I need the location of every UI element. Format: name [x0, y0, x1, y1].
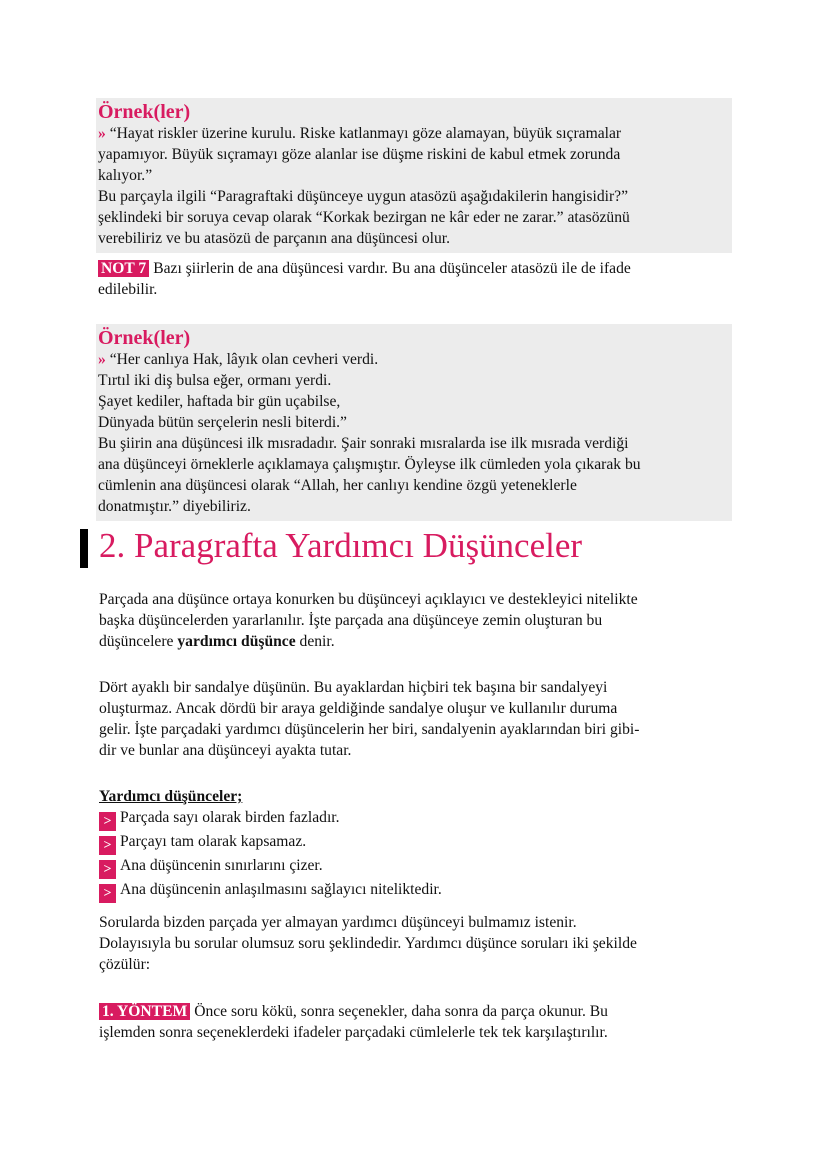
example-line: Bu parçayla ilgili “Paragraftaki düşünceye uygun atasözü aşağıdakilerin hangisidir?”	[98, 188, 628, 205]
example-line: yapamıyor. Büyük sıçramayı göze alanlar ise düşme riskini de kabul etmek zorunda	[98, 146, 621, 163]
raquo-marker: »	[98, 125, 106, 142]
note-tag: NOT 7	[98, 260, 149, 277]
example-line: Bu şiirin ana düşüncesi ilk mısradadır. Şair sonraki mısralarda ise ilk mısrada verdiği	[98, 435, 629, 452]
example-line: Dünyada bütün serçelerin nesli biterdi.”	[98, 414, 347, 431]
list-title: Yardımcı düşünceler;	[99, 788, 243, 805]
paragraph-line: Dört ayaklı bir sandalye düşünün. Bu ayaklardan hiçbiri tek başına bir sandalyeyi	[99, 679, 608, 696]
example-line: verebiliriz ve bu atasözü de parçanın ana düşüncesi olur.	[98, 230, 451, 247]
example-box-2	[96, 324, 732, 521]
method-tag: 1. YÖNTEM	[99, 1003, 190, 1020]
example-line: donatmıştır.” diyebiliriz.	[98, 498, 251, 515]
example-line: kalıyor.”	[98, 167, 153, 184]
bullet-arrow-icon: >	[99, 812, 116, 831]
paragraph-3	[99, 912, 739, 975]
list-item: > Parçada sayı olarak birden fazladır.	[99, 807, 739, 831]
example-line: Tırtıl iki diş bulsa eğer, ormanı yerdi.	[98, 372, 332, 389]
example-line: cümlenin ana düşüncesi olarak “Allah, her canlıyı kendine özgü yeteneklerle	[98, 477, 577, 494]
example-line: » “Her canlıya Hak, lâyık olan cevheri verdi.	[98, 351, 379, 368]
raquo-marker: »	[98, 351, 106, 368]
note-line: edilebilir.	[98, 281, 158, 298]
paragraph-line: çözülür:	[99, 956, 151, 973]
note-line: NOT 7 Bazı şiirlerin de ana düşüncesi vardır. Bu ana düşünceler atasözü ile de ifade	[98, 258, 738, 279]
example-title: Örnek(ler)	[98, 101, 191, 123]
method-line: işlemden sonra seçeneklerdeki ifadeler parçadaki cümlelerle tek tek karşılaştırılır.	[99, 1024, 608, 1041]
paragraph-line: Dolayısıyla bu sorular olumsuz soru şeklindedir. Yardımcı düşünce soruları iki şekilde	[99, 935, 637, 952]
example-line: ana düşünceyi örneklerle açıklamaya çalışmıştır. Öyleyse ilk cümleden yola çıkarak bu	[98, 456, 641, 473]
section-heading: 2. Paragrafta Yardımcı Düşünceler	[99, 526, 583, 565]
method-1	[99, 1001, 739, 1043]
bullet-arrow-icon: >	[99, 860, 116, 879]
heading-bar	[80, 529, 88, 568]
method-line: 1. YÖNTEM Önce soru kökü, sonra seçenekler, daha sonra da parça okunur. Bu	[99, 1001, 739, 1022]
paragraph-line: Sorularda bizden parçada yer almayan yardımcı düşünceyi bulmamız istenir.	[99, 914, 577, 931]
bold-term: yardımcı düşünce	[177, 633, 296, 650]
note-7	[98, 258, 738, 300]
list-item: > Ana düşüncenin sınırlarını çizer.	[99, 855, 739, 879]
paragraph-line: oluşturmaz. Ancak dördü bir araya geldiğinde sandalye oluşur ve kullanılır duruma	[99, 700, 618, 717]
example-line: şeklindeki bir soruya cevap olarak “Korkak bezirgan ne kâr eder ne zarar.” atasözünü	[98, 209, 630, 226]
paragraph-2	[99, 677, 739, 761]
paragraph-line: dir ve bunlar ana düşünceyi ayakta tutar.	[99, 742, 352, 759]
paragraph-line: düşüncelere yardımcı düşünce denir.	[99, 633, 335, 650]
paragraph-line: başka düşüncelerden yararlanılır. İşte parçada ana düşünceye zemin oluşturan bu	[99, 612, 603, 629]
example-line: » “Hayat riskler üzerine kurulu. Riske katlanmayı göze alamayan, büyük sıçramalar	[98, 125, 622, 142]
example-title: Örnek(ler)	[98, 327, 191, 349]
paragraph-line: gelir. İşte parçadaki yardımcı düşüncelerin her biri, sandalyenin ayaklarından biri gibi-	[99, 721, 640, 738]
paragraph-line: Parçada ana düşünce ortaya konurken bu düşünceyi açıklayıcı ve destekleyici nitelikte	[99, 591, 638, 608]
example-box-1	[96, 98, 732, 253]
bullet-arrow-icon: >	[99, 836, 116, 855]
list-item: > Parçayı tam olarak kapsamaz.	[99, 831, 739, 855]
paragraph-1	[99, 589, 739, 652]
bullet-arrow-icon: >	[99, 884, 116, 903]
list-item: > Ana düşüncenin anlaşılmasını sağlayıcı niteliktedir.	[99, 879, 739, 903]
supporting-ideas-list	[99, 786, 739, 903]
example-line: Şayet kediler, haftada bir gün uçabilse,	[98, 393, 341, 410]
